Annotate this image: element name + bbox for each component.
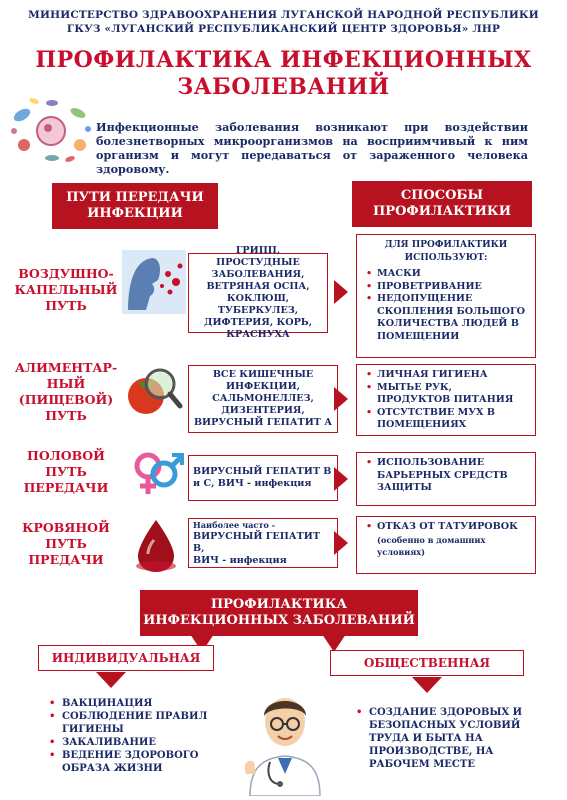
arrow-right-icon [334,280,348,304]
list-item: • ОТСУТСТВИЕ МУХ В ПОМЕЩЕНИЯХ [377,407,527,432]
blood-drop-icon [130,516,182,574]
list-item: • ИСПОЛЬЗОВАНИЕ БАРЬЕРНЫХ СРЕДСТВ ЗАЩИТЫ [377,457,527,495]
down-arrow-icon [96,672,126,692]
list-item: • ВЕДЕНИЕ ЗДОРОВОГО ОБРАЗА ЖИЗНИ [62,749,212,775]
transmission-routes-header [52,183,218,229]
prevention-header-line2: ПРОФИЛАКТИКИ [373,204,511,219]
prevention-note-text: (особенно в домашних условиях) [377,534,486,557]
list-item: • МАСКИ [377,268,527,281]
transmission-header-line2: ИНФЕКЦИИ [87,206,183,221]
tomato-magnifier-icon [122,362,184,424]
center-line: ГКУЗ «ЛУГАНСКИЙ РЕСПУБЛИКАНСКИЙ ЦЕНТР ЗДОРОВЬЯ» ЛНР [66,23,501,35]
route-airborne-label: ВОЗДУШНО- КАПЕЛЬНЫЙ ПУТЬ [14,266,118,313]
alimentary-diseases-box: ВСЕ КИШЕЧНЫЕ ИНФЕКЦИИ, САЛЬМОНЕЛЛЕЗ, ДИЗЕНТЕРИЯ, ВИРУСНЫЙ ГЕПАТИТ А [188,365,338,433]
sexual-prevention-box [356,452,536,506]
individual-label: ИНДИВИДУАЛЬНАЯ [38,645,214,671]
list-item: • ВАКЦИНАЦИЯ [62,697,212,710]
list-item: • ЛИЧНАЯ ГИГИЕНА [377,369,527,382]
airborne-prevention-box [356,234,536,358]
gender-symbols-icon [130,448,184,502]
list-item: • ЗАКАЛИВАНИЕ [62,736,212,749]
route-alimentary-label: АЛИМЕНТАР- НЫЙ (ПИЩЕВОЙ) ПУТЬ [14,360,118,423]
intro-text: Инфекционные заболевания возникают при воздействии болезнетворных микроорганизмов на восприимчивый к ним организм и могут передаваться от зараженного человека здоровому. [96,120,528,176]
prevention-methods-header [352,181,532,227]
sneeze-face-icon [122,250,186,314]
list-item: • СОБЛЮДЕНИЕ ПРАВИЛ ГИГИЕНЫ [62,710,212,736]
list-item: • ПРОВЕТРИВАНИЕ [377,281,527,294]
bottom-title-line1: ПРОФИЛАКТИКА [210,597,348,612]
arrow-right-icon [334,467,348,491]
list-item: • МЫТЬЕ РУК, ПРОДУКТОВ ПИТАНИЯ [377,382,527,407]
bottom-title-box [140,590,418,636]
ministry-line: МИНИСТЕРСТВО ЗДРАВООХРАНЕНИЯ ЛУГАНСКОЙ НАРОДНОЙ РЕСПУБЛИКИ [28,9,539,21]
arrow-right-icon [334,531,348,555]
sexual-diseases-box: ВИРУСНЫЙ ГЕПАТИТ В и С, ВИЧ - инфекция [188,455,338,501]
alimentary-prevention-box [356,364,536,436]
list-item: • НЕДОПУЩЕНИЕ СКОПЛЕНИЯ БОЛЬШОГО КОЛИЧЕСТВА ЛЮДЕЙ В ПОМЕЩЕНИИ [377,293,527,343]
individual-list [48,697,212,775]
list-item [377,521,527,559]
arrow-right-icon [334,387,348,411]
page-title-line2: ЗАБОЛЕВАНИЙ [177,74,390,100]
route-sexual-label: ПОЛОВОЙ ПУТЬ ПЕРЕДАЧИ [23,448,109,495]
public-list [355,706,529,771]
transmission-header-line1: ПУТИ ПЕРЕДАЧИ [66,190,204,205]
doctor-icon [240,678,330,796]
page-title-line1: ПРОФИЛАКТИКА ИНФЕКЦИОННЫХ [35,47,532,73]
route-blood-label: КРОВЯНОЙ ПУТЬ ПРЕДАЧИ [22,520,110,567]
bottom-title-line2: ИНФЕКЦИОННЫХ ЗАБОЛЕВАНИЙ [143,613,415,628]
list-item: • СОЗДАНИЕ ЗДОРОВЫХ И БЕЗОПАСНЫХ УСЛОВИЙ ТРУДА И БЫТА НА ПРОИЗВОДСТВЕ, НА РАБОЧЕМ МЕСТЕ [369,706,529,771]
microbes-icon [8,95,94,165]
blood-prevention-box [356,516,536,574]
airborne-diseases-box: ГРИПП, ПРОСТУДНЫЕ ЗАБОЛЕВАНИЯ, ВЕТРЯНАЯ ОСПА, КОКЛЮШ, ТУБЕРКУЛЕЗ, ДИФТЕРИЯ, КОРЬ, КРАСНУХА [188,253,328,333]
down-arrow-icon [412,677,442,697]
blood-diseases-box: Наиболее часто - ВИРУСНЫЙ ГЕПАТИТ В, ВИЧ - инфекция [188,518,338,568]
prevention-main-text: ОТКАЗ ОТ ТАТУИРОВОК [377,521,518,532]
prevention-heading: ДЛЯ ПРОФИЛАКТИКИ ИСПОЛЬЗУЮТ: [384,240,508,263]
public-label: ОБЩЕСТВЕННАЯ [330,650,524,676]
prevention-header-line1: СПОСОБЫ [400,188,484,203]
